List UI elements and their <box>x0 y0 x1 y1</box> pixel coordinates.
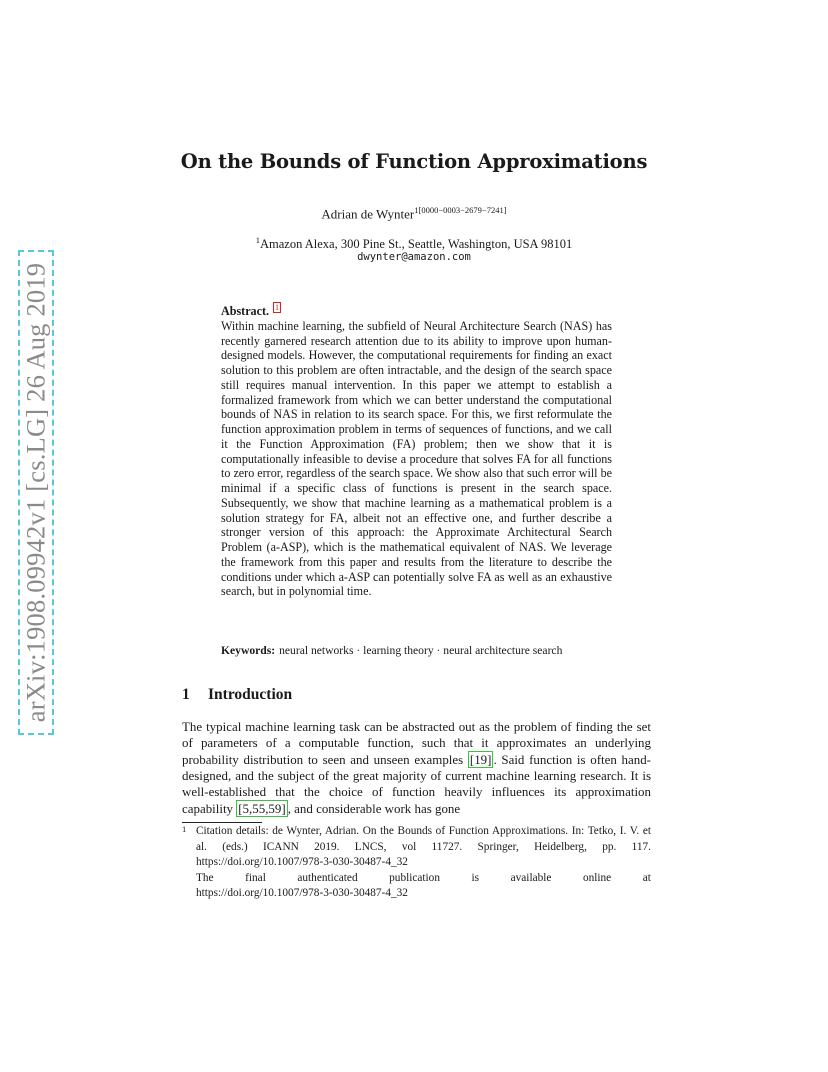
author-name: Adrian de Wynter <box>321 206 415 222</box>
affiliation-marker: 1 <box>255 235 260 245</box>
affiliation-text: Amazon Alexa, 300 Pine St., Seattle, Washington, USA 98101 <box>259 237 573 252</box>
footnote-rule <box>182 822 262 823</box>
abstract <box>221 302 612 599</box>
keywords-text: neural networks · learning theory · neural architecture search <box>279 644 563 657</box>
footnote-doi[interactable]: https://doi.org/10.1007/978-3-030-30487-4_32 <box>196 887 408 900</box>
footnote-availability <box>196 871 651 887</box>
footnote-word: publication <box>389 871 440 884</box>
author-orcid: 1[0000−0003−2679−7241] <box>414 205 507 215</box>
footnote-word: at <box>642 871 651 884</box>
abstract-body: Within machine learning, the subfield of Neural Architecture Search (NAS) has recently garnered research attention due to its ability to improve upon human-designed models. However, the computational requirements for finding an exact solution to this problem are often intractable, and the design of the search space still requires manual intervention. In this paper we attempt to establish a formalized framework from which we can better understand the computational bounds of NAS in relation to its search space. For this, we first reformulate the function approximation problem in terms of sequences of functions, and we call it the Function Approximation (FA) problem; then we show that it is computationally infeasible to devise a procedure that solves FA for all functions to zero error, regardless of the search space. We show also that such error will be minimal if a specific class of functions is present in the search space. Subsequently, we show that machine learning as a mathematical problem is a solution strategy for FA, albeit not an effective one, and further describe a stronger version of this approach: the Approximate Architectural Search Problem (a-ASP), which is the mathematical equivalent of NAS. We leverage the framework from this paper and results from the literature to describe the conditions under which a-ASP can potentially solve FA as well as an exhaustive search, but in polynomial time. <box>221 318 612 599</box>
affiliation <box>0 235 828 252</box>
intro-paragraph <box>182 719 651 817</box>
author-line <box>0 205 828 222</box>
intro-text-2: . Said function is often hand-designed, and the subject of the great majority of current machine learning research. It is well-established that the choice of function heavily influences its approximation capability <box>182 751 651 816</box>
footnote-word: available <box>510 871 552 884</box>
footnote <box>182 824 651 902</box>
footnote-word: authenticated <box>297 871 358 884</box>
keywords-label: Keywords: <box>221 644 276 657</box>
intro-text-1: The typical machine learning task can be abstracted out as the problem of finding the set of parameters of a computable function, such that it approximates an underlying probability distribution to seen and unseen examples <box>182 719 651 767</box>
footnote-word: The <box>196 871 214 884</box>
section-heading <box>182 686 292 704</box>
footnote-text: Citation details: de Wynter, Adrian. On the Bounds of Function Approximations. In: Tetko, I. V. et al. (eds.) ICANN 2019. LNCS, vol 11727. Springer, Heidelberg, pp. 117. https://doi.org/10.1007/978-3-030-30487-4_32 <box>196 825 651 869</box>
abstract-footnote-link[interactable]: 1 <box>275 303 280 312</box>
section-title: Introduction <box>208 686 293 703</box>
footnote-word: final <box>245 871 266 884</box>
citation-link[interactable]: [19] <box>469 751 492 767</box>
footnote-word: is <box>471 871 480 884</box>
arxiv-stamp <box>18 250 54 735</box>
intro-text-3: , and considerable work has gone <box>287 800 461 816</box>
abstract-heading: Abstract. <box>221 304 270 318</box>
arxiv-identifier: arXiv:1908.09942v1 [cs.LG] 26 Aug 2019 <box>20 262 51 723</box>
footnote-number: 1 <box>182 824 187 834</box>
author-email[interactable]: dwynter@amazon.com <box>357 251 471 263</box>
section-number: 1 <box>182 686 190 703</box>
keywords <box>221 644 621 657</box>
citation-link[interactable]: [5,55,59] <box>238 800 286 816</box>
footnote-word: online <box>582 871 612 884</box>
paper-title: On the Bounds of Function Approximations <box>180 150 648 173</box>
